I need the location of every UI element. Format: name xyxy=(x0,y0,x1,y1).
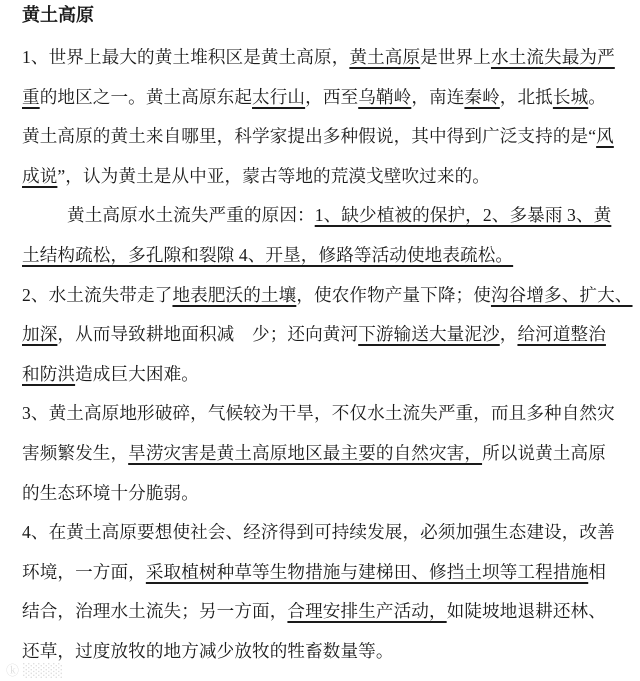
text-segment: 害频繁发生， xyxy=(22,442,129,463)
underlined-text: 和防洪 xyxy=(22,363,76,384)
text-segment: ，北抵 xyxy=(499,86,553,107)
text-segment: ”，认为黄土是从中亚，蒙古等地的荒漠戈壁吹过来的。 xyxy=(57,165,490,186)
text-segment: 的地区之一。黄土高原东起 xyxy=(39,86,253,107)
underlined-text: 沟谷增多、扩大、 xyxy=(490,284,633,305)
text-line xyxy=(22,38,622,78)
document-title: 黄土高原 xyxy=(22,5,94,25)
underlined-text: 秦岭 xyxy=(464,86,500,107)
text-line xyxy=(22,315,622,355)
underlined-text: 加深 xyxy=(22,324,58,345)
underlined-text: 旱涝灾害是黄土高原地区最主要的自然灾害， xyxy=(128,442,483,463)
document-body xyxy=(22,38,633,672)
text-segment: ，南连 xyxy=(411,86,465,107)
text-segment: 环境，一方面， xyxy=(22,561,146,582)
underlined-text: 采取植树种草等生物措施与建梯田、修挡土坝等工程措施 xyxy=(145,561,589,582)
underlined-text: 土结构疏松，多孔隙和裂隙 4、开垦，修路等活动使地表疏松。 xyxy=(22,244,514,265)
text-segment: ，使农作物产量下降；使 xyxy=(296,284,491,305)
text-line xyxy=(22,474,622,514)
text-line xyxy=(22,117,622,157)
text-line xyxy=(22,157,622,197)
text-segment: 所以说黄土高原 xyxy=(482,442,606,463)
underlined-text: 合理安排生产活动， xyxy=(287,601,447,622)
text-line xyxy=(22,196,622,236)
text-segment: 3、黄土高原地形破碎，气候较为干旱，不仅水土流失严重，而且多种自然灾 xyxy=(22,403,615,424)
text-segment: 2、水土流失带走了 xyxy=(22,284,173,305)
underlined-text: 太行山 xyxy=(252,86,306,107)
text-segment: 4、在黄土高原要想使社会、经济得到可持续发展，必须加强生态建设，改善 xyxy=(22,522,615,543)
underlined-text: 乌鞘岭 xyxy=(358,86,412,107)
text-segment: ，西至 xyxy=(305,86,359,107)
text-segment: 还草，过度放牧的地方减少放牧的牲畜数量等。 xyxy=(22,640,394,661)
text-segment: 黄土高原的黄土来自哪里，科学家提出多种假说，其中得到广泛支持的是“ xyxy=(22,126,597,147)
text-line xyxy=(22,592,622,632)
text-line xyxy=(22,394,622,434)
text-segment: 相 xyxy=(588,561,606,582)
underlined-text: 风 xyxy=(596,126,614,147)
text-line xyxy=(22,276,633,316)
watermark-logo: ⓚ ░░░░ xyxy=(6,664,64,679)
text-line xyxy=(22,632,622,672)
underlined-text: 下游输送大量泥沙 xyxy=(358,324,500,345)
underlined-text: 给河道整治 xyxy=(517,324,606,345)
text-line xyxy=(22,355,622,395)
underlined-text: 长城 xyxy=(552,86,589,107)
text-segment: 黄土高原水土流失严重的原因： xyxy=(67,205,315,226)
text-segment: 的生态环境十分脆弱。 xyxy=(22,482,199,503)
text-segment: ， xyxy=(499,324,518,345)
text-segment: 。 xyxy=(588,86,606,107)
underlined-text: 黄土高原 xyxy=(349,47,421,67)
text-segment: ，从而导致耕地面积减 少；还向黄河 xyxy=(57,324,359,345)
text-line xyxy=(22,236,622,276)
underlined-text: 水土流失最为严 xyxy=(490,47,615,67)
text-segment: 结合，治理水土流失；另一方面， xyxy=(22,601,288,622)
text-segment: 1、世界上最大的黄土堆积区是黄土高原， xyxy=(22,47,350,67)
underlined-text: 1、缺少植被的保护，2、多暴雨 3、黄 xyxy=(314,205,612,226)
text-line xyxy=(22,434,622,474)
text-segment: 如陡坡地退耕还林、 xyxy=(446,601,606,622)
text-segment: 是世界上 xyxy=(420,47,491,67)
text-line xyxy=(22,513,622,553)
underlined-text: 成说 xyxy=(22,165,58,186)
text-line xyxy=(22,553,622,593)
underlined-text: 地表肥沃的土壤 xyxy=(172,284,297,305)
text-line xyxy=(22,78,622,118)
underlined-text: 重 xyxy=(22,86,40,107)
text-segment: 造成巨大困难。 xyxy=(75,363,199,384)
